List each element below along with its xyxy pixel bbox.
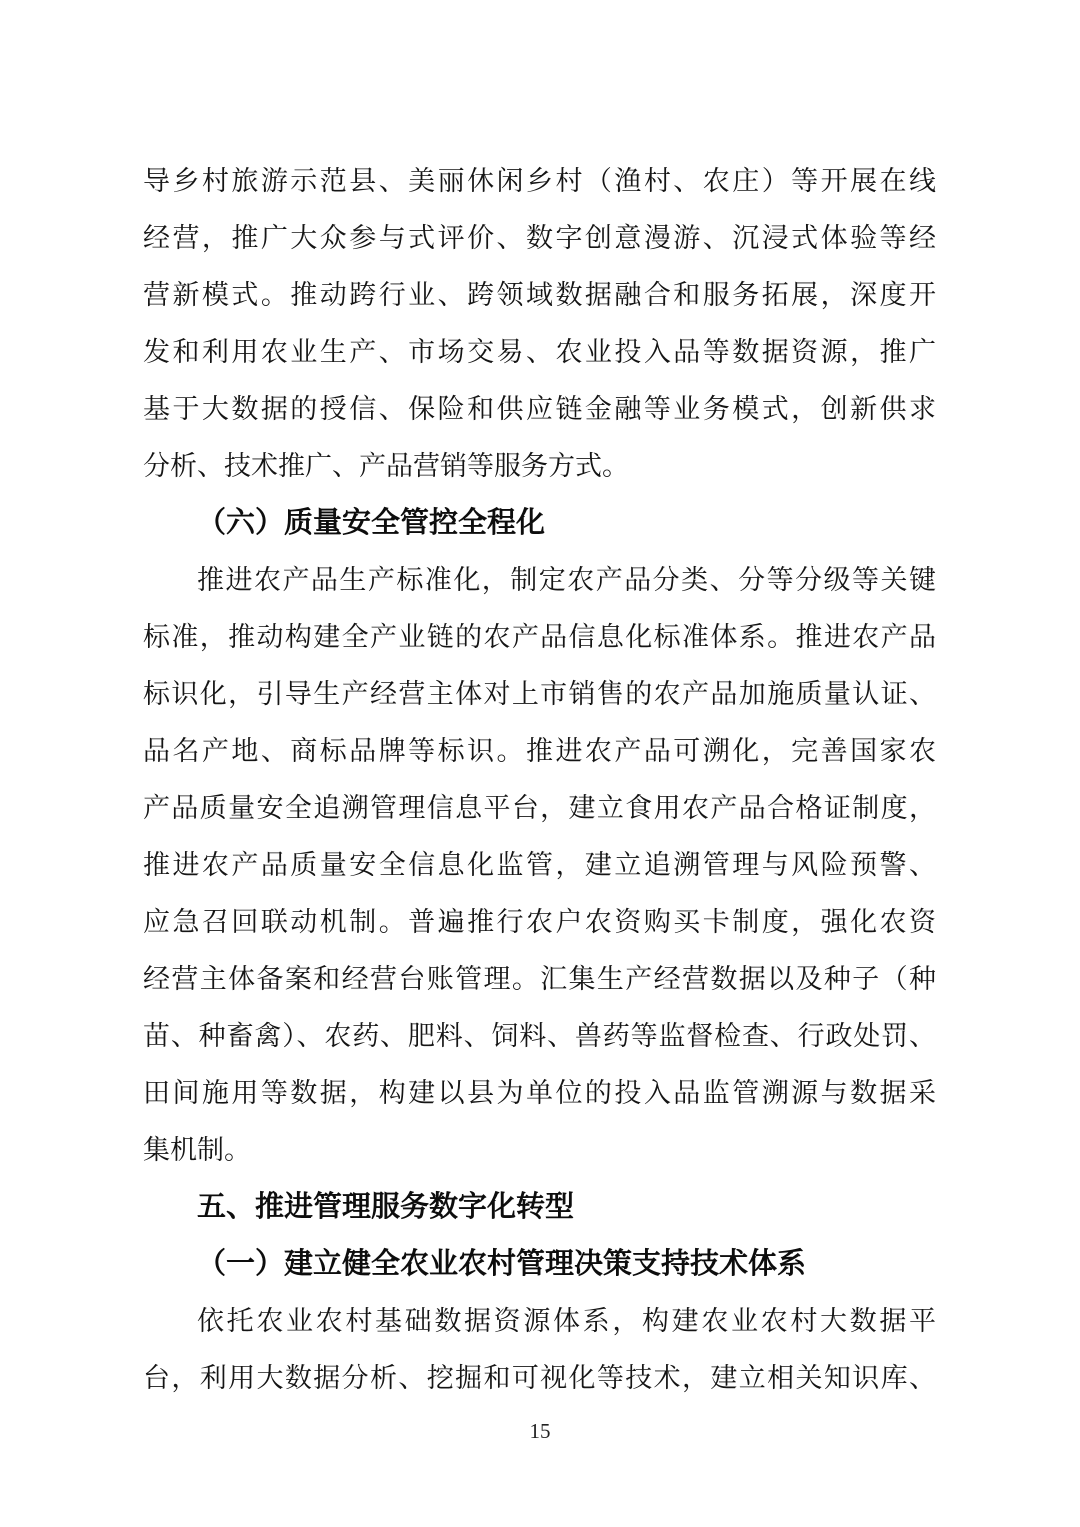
body-line: 依托农业农村基础数据资源体系，构建农业农村大数据平	[197, 1306, 936, 1336]
body-line: 经营，推广大众参与式评价、数字创意漫游、沉浸式体验等经	[143, 223, 936, 253]
body-line: 经营主体备案和经营台账管理。汇集生产经营数据以及种子（种	[143, 964, 936, 994]
body-line: 品名产地、商标品牌等标识。推进农产品可溯化，完善国家农	[143, 736, 936, 766]
body-line: 应急召回联动机制。普遍推行农户农资购买卡制度，强化农资	[143, 907, 936, 937]
section-heading-6: （六）质量安全管控全程化	[197, 507, 546, 539]
section-heading-1: （一）建立健全农业农村管理决策支持技术体系	[197, 1248, 807, 1280]
page-number: 15	[529, 1419, 551, 1443]
body-line: 标识化，引导生产经营主体对上市销售的农产品加施质量认证、	[143, 679, 936, 709]
body-line: 发和利用农业生产、市场交易、农业投入品等数据资源，推广	[143, 337, 936, 367]
body-line: 集机制。	[143, 1135, 251, 1165]
body-line: 田间施用等数据，构建以县为单位的投入品监管溯源与数据采	[143, 1078, 936, 1108]
body-line: 推进农产品质量安全信息化监管，建立追溯管理与风险预警、	[143, 850, 936, 880]
body-line: 导乡村旅游示范县、美丽休闲乡村（渔村、农庄）等开展在线	[143, 166, 936, 196]
text-block	[143, 153, 936, 1407]
body-line: 苗、种畜禽）、农药、肥料、饲料、兽药等监督检查、行政处罚、	[143, 1021, 936, 1051]
body-line: 营新模式。推动跨行业、跨领域数据融合和服务拓展，深度开	[143, 280, 936, 310]
body-line: 标准，推动构建全产业链的农产品信息化标准体系。推进农产品	[143, 622, 936, 652]
body-line: 分析、技术推广、产品营销等服务方式。	[143, 451, 629, 481]
body-line: 基于大数据的授信、保险和供应链金融等业务模式，创新供求	[143, 394, 936, 424]
body-line: 产品质量安全追溯管理信息平台，建立食用农产品合格证制度，	[143, 793, 936, 823]
body-line: 推进农产品生产标准化，制定农产品分类、分等分级等关键	[197, 565, 936, 595]
chapter-heading-5: 五、推进管理服务数字化转型	[197, 1191, 575, 1223]
body-line: 台，利用大数据分析、挖掘和可视化等技术，建立相关知识库、	[143, 1363, 936, 1393]
